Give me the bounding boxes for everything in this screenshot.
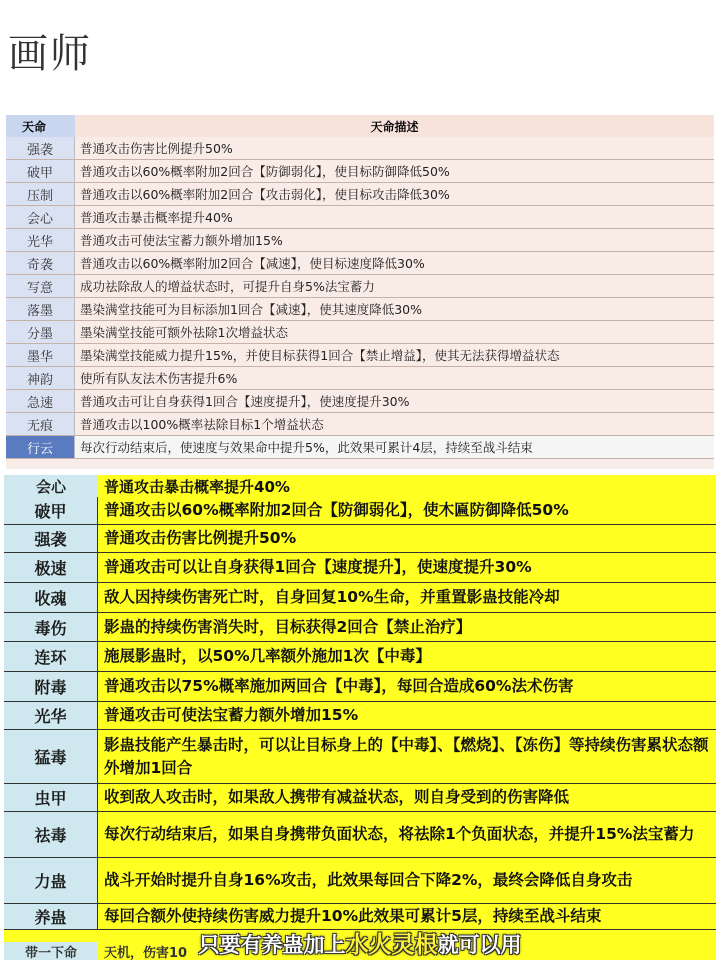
table-row xyxy=(6,137,714,160)
table-row xyxy=(4,642,716,672)
talent-name: 压制 xyxy=(6,183,75,205)
table-row xyxy=(4,702,716,730)
table-row xyxy=(4,858,716,904)
video-subtitle xyxy=(0,926,720,959)
talent-desc: 墨染满堂技能可为目标添加1回合【减速】，使其速度降低30% xyxy=(75,298,714,320)
talent-desc: 普通攻击可让自身获得1回合【速度提升】，使速度提升30% xyxy=(75,390,714,412)
talent-desc: 敌人因持续伤害死亡时，自身回复10%生命，并重置影蛊技能冷却 xyxy=(98,583,716,612)
page-title: 画师 xyxy=(8,31,92,77)
talent-name: 带一下命 xyxy=(4,942,98,960)
talent-name: 力蛊 xyxy=(4,858,98,903)
talent-desc: 普通攻击伤害比例提升50% xyxy=(98,525,716,552)
table-row xyxy=(6,275,714,298)
table-row xyxy=(4,497,716,525)
talent-desc: 每次行动结束后，使速度与效果命中提升5%，此效果可累计4层，持续至战斗结束 xyxy=(75,436,714,458)
talent-name: 破甲 xyxy=(4,497,98,524)
talent-name: 养蛊 xyxy=(4,904,98,929)
talent-name: 落墨 xyxy=(6,298,75,320)
talent-desc: 墨染满堂技能威力提升15%，并使目标获得1回合【禁止增益】，使其无法获得增益状态 xyxy=(75,344,714,366)
talent-desc: 普通攻击可以让自身获得1回合【速度提升】，使速度提升30% xyxy=(98,553,716,582)
talent-name: 毒伤 xyxy=(4,613,98,641)
talent-desc: 施展影蛊时，以50%几率额外施加1次【中毒】 xyxy=(98,642,716,671)
talent-name: 附毒 xyxy=(4,672,98,701)
talent-name: 写意 xyxy=(6,275,75,297)
talent-name: 急速 xyxy=(6,390,75,412)
table-row xyxy=(4,812,716,858)
table-row xyxy=(6,206,714,229)
table-row xyxy=(4,583,716,613)
talent-desc: 收到敌人攻击时，如果敌人携带有减益状态，则自身受到的伤害降低 xyxy=(98,784,716,811)
table-body xyxy=(6,137,714,459)
table-row-partial xyxy=(4,475,716,497)
talent-desc: 普通攻击可使法宝蓄力额外增加15% xyxy=(98,702,716,729)
talent-desc: 普通攻击以75%概率施加两回合【中毒】，每回合造成60%法术伤害 xyxy=(98,672,716,701)
talent-name: 会心 xyxy=(4,475,98,497)
talent-name: 墨华 xyxy=(6,344,75,366)
table-row xyxy=(4,672,716,702)
table-body xyxy=(4,497,716,930)
talent-name: 光华 xyxy=(4,702,98,729)
table-row xyxy=(4,613,716,642)
talent-name: 猛毒 xyxy=(4,730,98,783)
talent-desc: 普通攻击暴击概率提升40% xyxy=(98,475,716,497)
table-row xyxy=(4,525,716,553)
talent-name: 无痕 xyxy=(6,413,75,435)
table-row xyxy=(6,252,714,275)
table-row xyxy=(6,367,714,390)
table-row xyxy=(6,413,714,436)
talent-desc: 普通攻击以60%概率附加2回合【减速】，使目标速度降低30% xyxy=(75,252,714,274)
talent-desc: 普通攻击可使法宝蓄力额外增加15% xyxy=(75,229,714,251)
talent-desc: 战斗开始时提升自身16%攻击，此效果每回合下降2%，最终会降低自身攻击 xyxy=(98,858,716,903)
talent-desc: 每回合额外使持续伤害威力提升10%此效果可累计5层，持续至战斗结束 xyxy=(98,904,716,929)
talent-name: 行云 xyxy=(6,436,75,458)
talent-desc: 影蛊的持续伤害消失时，目标获得2回合【禁止治疗】 xyxy=(98,613,716,641)
talent-name: 会心 xyxy=(6,206,75,228)
talent-name: 奇袭 xyxy=(6,252,75,274)
table-row xyxy=(4,730,716,784)
talent-name: 强袭 xyxy=(6,137,75,159)
talent-name: 破甲 xyxy=(6,160,75,182)
talent-name: 分墨 xyxy=(6,321,75,343)
talent-desc: 普通攻击伤害比例提升50% xyxy=(75,137,714,159)
talent-desc: 普通攻击以60%概率附加2回合【攻击弱化】，使目标攻击降低30% xyxy=(75,183,714,205)
talent-desc: 普通攻击以100%概率祛除目标1个增益状态 xyxy=(75,413,714,435)
talent-name: 神韵 xyxy=(6,367,75,389)
talent-name: 收魂 xyxy=(4,583,98,612)
table-row xyxy=(6,160,714,183)
talent-name: 祛毒 xyxy=(4,812,98,857)
talent-table-gu xyxy=(4,475,716,960)
talent-name: 光华 xyxy=(6,229,75,251)
talent-desc: 影蛊技能产生暴击时，可以让目标身上的【中毒】、【燃烧】、【冻伤】等持续伤害累状态额外增加1回合 xyxy=(98,730,716,783)
table-row xyxy=(6,298,714,321)
talent-desc: 天机，伤害10 xyxy=(98,942,716,960)
table-row xyxy=(6,183,714,206)
table-row xyxy=(6,229,714,252)
table-row xyxy=(4,784,716,812)
talent-desc: 普通攻击以60%概率附加2回合【防御弱化】，使木匾防御降低50% xyxy=(98,497,716,524)
talent-name: 连环 xyxy=(4,642,98,671)
table-row xyxy=(4,553,716,583)
table-row xyxy=(6,390,714,413)
subtitle-text: 就可以用 xyxy=(437,933,522,957)
talent-desc: 使所有队友法术伤害提升6% xyxy=(75,367,714,389)
table-row xyxy=(6,344,714,367)
talent-desc: 成功祛除敌人的增益状态时，可提升自身5%法宝蓄力 xyxy=(75,275,714,297)
talent-name: 极速 xyxy=(4,553,98,582)
table-row xyxy=(6,436,714,459)
talent-table-painter xyxy=(6,115,714,469)
talent-desc: 每次行动结束后，如果自身携带负面状态，将祛除1个负面状态，并提升15%法宝蓄力 xyxy=(98,812,716,857)
talent-desc: 墨染满堂技能可额外祛除1次增益状态 xyxy=(75,321,714,343)
talent-name: 虫甲 xyxy=(4,784,98,811)
header-description: 天命描述 xyxy=(75,115,714,137)
subtitle-text: 只要有养蛊加上 xyxy=(198,933,346,957)
table-header xyxy=(6,115,714,137)
talent-desc: 普通攻击以60%概率附加2回合【防御弱化】，使目标防御降低50% xyxy=(75,160,714,182)
talent-desc: 普通攻击暴击概率提升40% xyxy=(75,206,714,228)
table-row xyxy=(6,321,714,344)
talent-name: 强袭 xyxy=(4,525,98,552)
header-talent: 天命 xyxy=(6,115,75,137)
subtitle-highlight: 水火灵根 xyxy=(345,932,438,958)
